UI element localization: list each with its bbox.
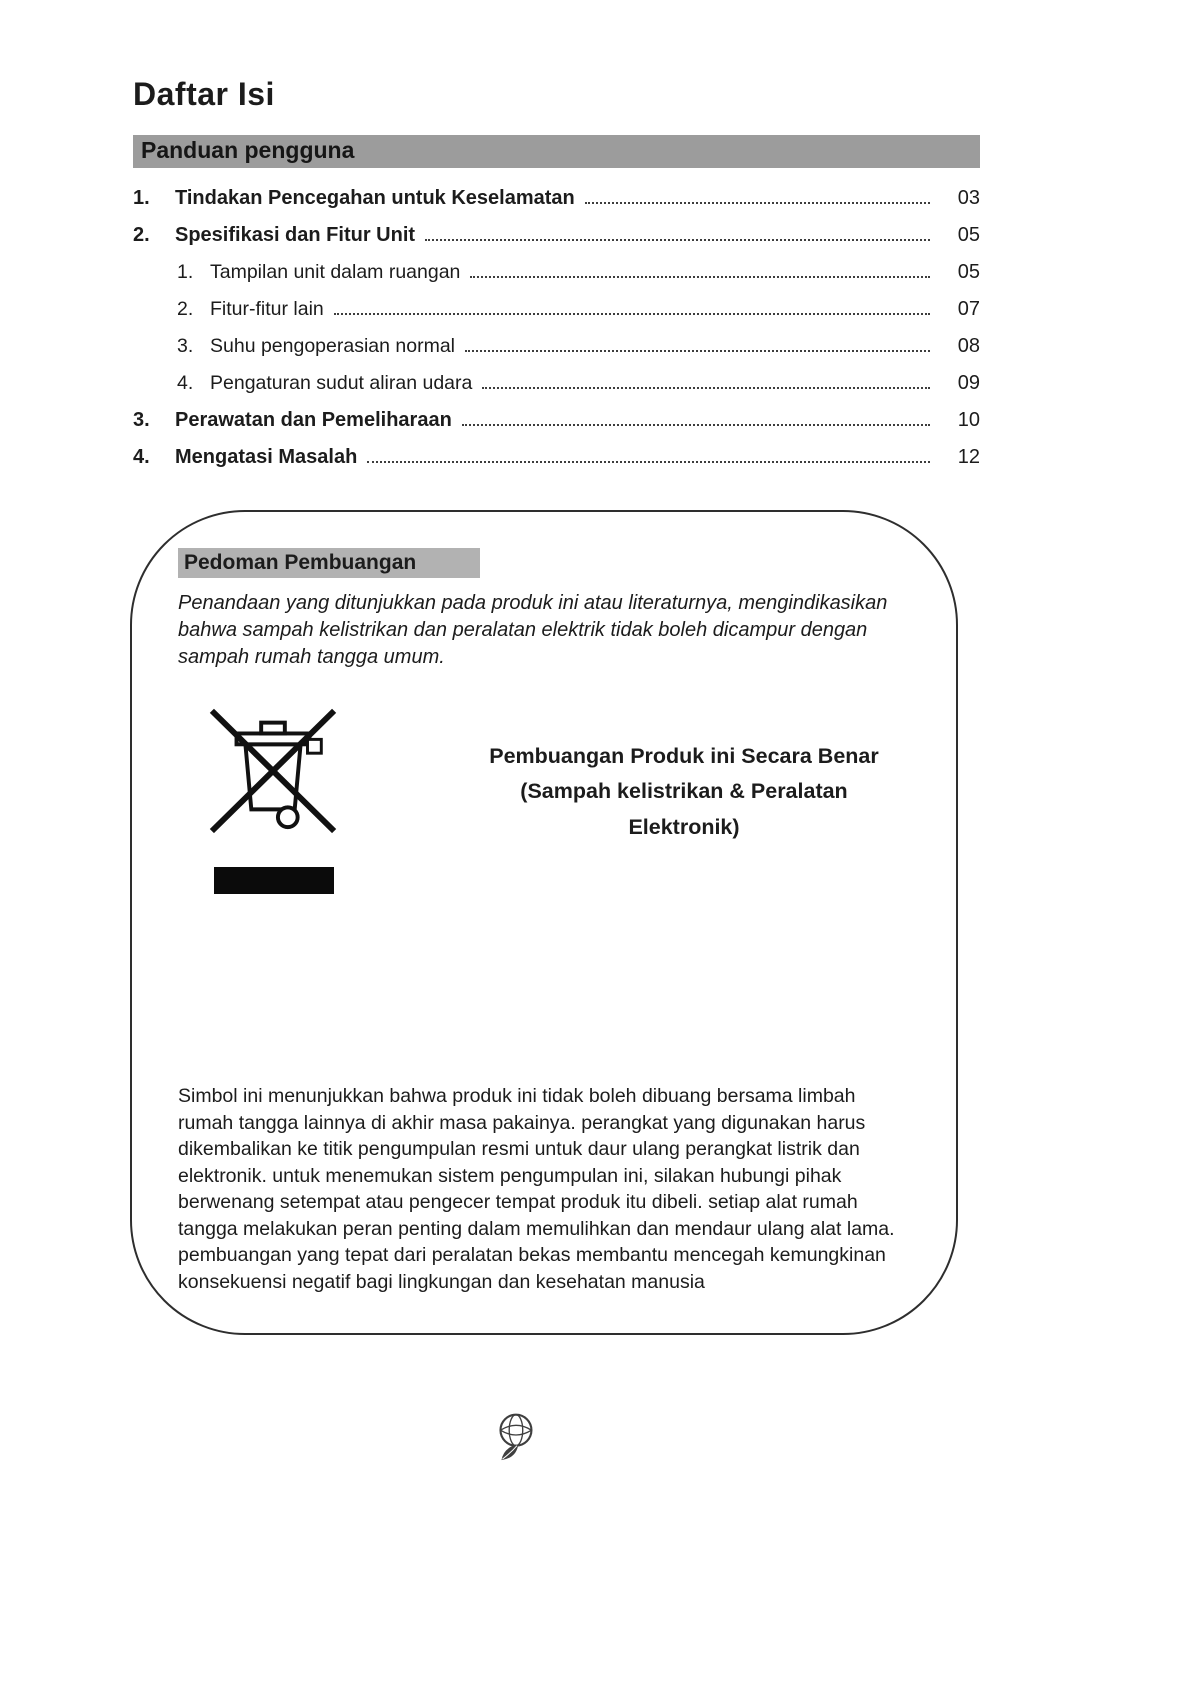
toc-row	[133, 291, 980, 328]
disposal-product-title-line1: Pembuangan Produk ini Secara Benar	[489, 744, 879, 768]
weee-crossed-out-bin-icon	[204, 691, 464, 841]
toc-row	[133, 439, 980, 476]
toc-label: Pengaturan sudut aliran udara	[210, 372, 473, 394]
toc-page-number: 09	[957, 372, 980, 394]
page-title: Daftar Isi	[133, 76, 275, 112]
disposal-header: Pedoman Pembuangan	[178, 548, 480, 578]
disposal-product-title-line2: (Sampah kelistrikan & Peralatan Elektronik)	[520, 779, 848, 839]
toc-number: 1.	[177, 261, 194, 283]
dotted-leader	[585, 202, 930, 204]
disposal-body-text: Simbol ini menunjukkan bahwa produk ini tidak boleh dibuang bersama limbah rumah tangga lainnya di akhir masa pakainya. perangkat yang digunakan harus dikembalikan ke titik pengumpulan resmi untuk daur ulang perangkat listrik dan elektronik. untuk menemukan sistem pengumpulan ini, silakan hubungi pihak berwenang setempat atau pengecer tempat produk itu dibeli. setiap alat rumah tangga melakukan peran penting dalam memulihkan dan mendaur ulang alat lama. pembuangan yang tepat dari peralatan bekas membantu mencegah kemungkinan konsekuensi negatif bagi lingkungan dan kesehatan manusia	[178, 1085, 895, 1293]
toc-number: 4.	[133, 446, 150, 468]
toc-label: Perawatan dan Pemeliharaan	[175, 409, 452, 431]
toc-row	[133, 217, 980, 254]
toc-number: 2.	[133, 224, 150, 246]
toc-number: 3.	[133, 409, 150, 431]
weee-symbol-column	[178, 691, 464, 1083]
dotted-leader	[470, 276, 930, 278]
disposal-guidelines-box	[130, 510, 958, 1335]
toc-label: Spesifikasi dan Fitur Unit	[175, 224, 416, 246]
toc-label: Mengatasi Masalah	[175, 446, 358, 468]
dotted-leader	[367, 461, 930, 463]
eco-globe-leaf-icon	[486, 1406, 544, 1464]
toc-page-number: 05	[957, 224, 980, 246]
dotted-leader	[462, 424, 930, 426]
disposal-intro-text: Penandaan yang ditunjukkan pada produk ini atau literaturnya, mengindikasikan bahwa sampah kelistrikan dan peralatan elektrik tidak boleh dicampur dengan sampah rumah tangga umum.	[178, 592, 888, 668]
toc-number: 1.	[133, 187, 150, 209]
toc-label: Tindakan Pencegahan untuk Keselamatan	[175, 187, 575, 209]
disposal-product-title	[464, 691, 904, 1083]
user-guide-banner: Panduan pengguna	[133, 135, 980, 168]
toc-label: Fitur-fitur lain	[210, 298, 324, 320]
toc-page-number: 08	[957, 335, 980, 357]
toc-label: Suhu pengoperasian normal	[210, 335, 456, 357]
table-of-contents	[133, 180, 980, 476]
disposal-symbol-row	[178, 691, 904, 1083]
toc-page-number: 07	[957, 298, 980, 320]
toc-page-number: 12	[957, 446, 980, 468]
toc-number: 4.	[177, 372, 194, 394]
dotted-leader	[465, 350, 930, 352]
toc-row	[133, 402, 980, 439]
toc-label: Tampilan unit dalam ruangan	[210, 261, 461, 283]
dotted-leader	[334, 313, 930, 315]
dotted-leader	[425, 239, 930, 241]
toc-page-number: 03	[957, 187, 980, 209]
page-content	[133, 76, 980, 476]
toc-number: 3.	[177, 335, 194, 357]
toc-row	[133, 328, 980, 365]
toc-number: 2.	[177, 298, 194, 320]
weee-black-bar	[214, 867, 334, 894]
toc-page-number: 05	[957, 261, 980, 283]
toc-row	[133, 180, 980, 217]
toc-row	[133, 254, 980, 291]
dotted-leader	[482, 387, 930, 389]
toc-row	[133, 365, 980, 402]
toc-page-number: 10	[957, 409, 980, 431]
